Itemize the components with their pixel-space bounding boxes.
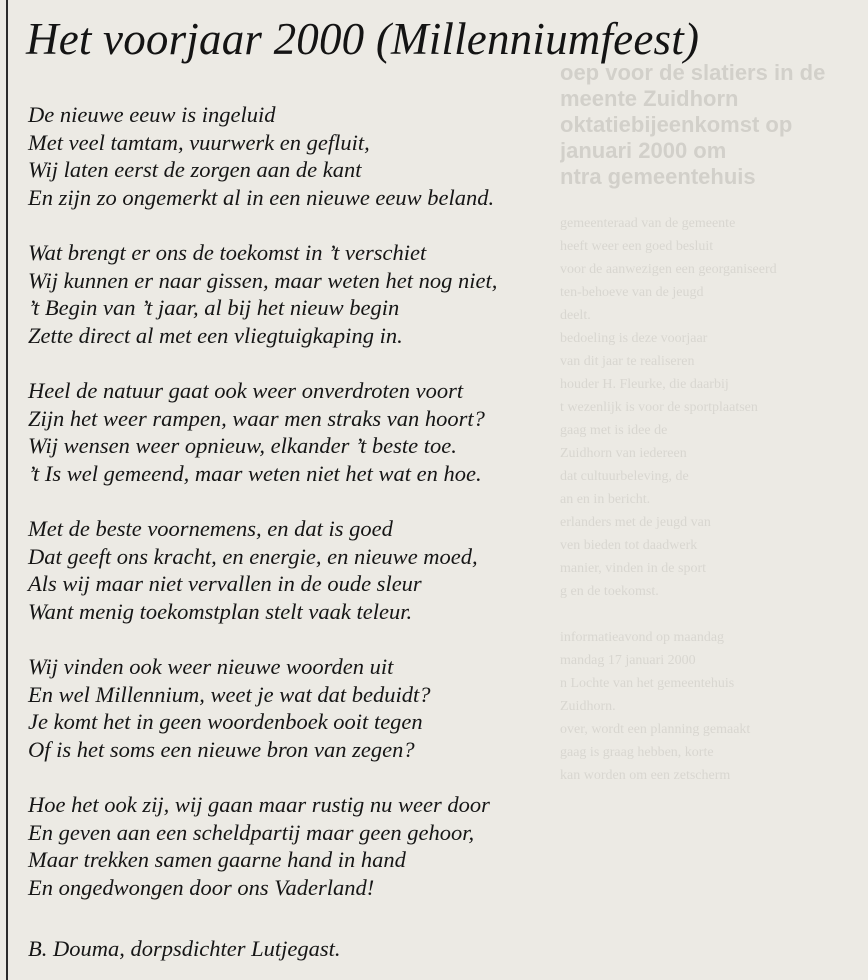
poem-line: Wij wensen weer opnieuw, elkander ’t beste toe. [28, 433, 457, 458]
column-rule [6, 0, 8, 980]
poem-line: Maar trekken samen gaarne hand in hand [28, 847, 406, 872]
poem-line: Je komt het in geen woordenboek ooit tegen [28, 709, 423, 734]
poem-line: Wij laten eerst de zorgen aan de kant [28, 157, 362, 182]
poem-line: Zette direct al met een vliegtuigkaping in. [28, 322, 403, 348]
poem-line: Wij vinden ook weer nieuwe woorden uit [28, 654, 394, 679]
poem-stanza [28, 377, 648, 487]
reverse-side-bleed-through: oep voor de slatiers in de meente Zuidhorn oktatiebijeenkomst op januari 2000 om ntra gemeentehuis gemeenteraad van de gemeente heeft weer een goed besluit voor de aanwezigen een georganiseerd ten-behoeve van de jeugd deelt. bedoeling is deze voorjaar van dit jaar te realiseren houder H. Fleurke, die daarbij t wezenlijk is voor de sportplaatsen gaag met is idee de Zuidhorn van iedereen dat cultuurbeleving, de an en in bericht. erlanders met de jeugd van ven bieden tot daadwerk manier, vinden in de sport g en de toekomst. informatieavond op maandag mandag 17 januari 2000 n Lochte van het gemeentehuis Zuidhorn. over, wordt een planning gemaakt gaag is graag hebben, korte kan worden om een zetscherm [560, 60, 826, 783]
poem-line: En geven aan een scheldpartij maar geen gehoor, [28, 819, 475, 845]
poem-signature: B. Douma, dorpsdichter Lutjegast. [28, 936, 341, 961]
poem-line: Als wij maar niet vervallen in de oude sleur [28, 571, 422, 596]
poem-stanza [28, 101, 648, 211]
poem-line: De nieuwe eeuw is ingeluid [28, 102, 276, 127]
poem-line: Wij kunnen er naar gissen, maar weten het nog niet, [28, 267, 498, 293]
poem-line: Wat brengt er ons de toekomst in ’t verschiet [28, 240, 427, 265]
poem-line: En wel Millennium, weet je wat dat beduidt? [28, 681, 431, 707]
poem-stanza [28, 515, 648, 625]
poem-line: Met de beste voornemens, en dat is goed [28, 516, 393, 541]
poem-line: Met veel tamtam, vuurwerk en gefluit, [28, 129, 370, 155]
poem-stanza [28, 239, 648, 349]
poem-line: En ongedwongen door ons Vaderland! [28, 874, 375, 900]
poem-line: Want menig toekomstplan stelt vaak teleur. [28, 598, 413, 624]
poem-stanza [28, 653, 648, 763]
poem-line: Heel de natuur gaat ook weer onverdroten voort [28, 378, 464, 403]
poem-line: ’t Begin van ’t jaar, al bij het nieuw begin [28, 295, 400, 320]
poem-line: ’t Is wel gemeend, maar weten niet het wat en hoe. [28, 460, 482, 486]
poem-stanza [28, 791, 648, 901]
poem-line: En zijn zo ongemerkt al in een nieuwe eeuw beland. [28, 184, 495, 210]
poem-line: Dat geeft ons kracht, en energie, en nieuwe moed, [28, 543, 478, 569]
poem-body [28, 101, 648, 929]
poem-title: Het voorjaar 2000 (Millenniumfeest) [26, 14, 700, 64]
poem-line: Zijn het weer rampen, waar men straks van hoort? [28, 405, 485, 431]
poem-line: Hoe het ook zij, wij gaan maar rustig nu weer door [28, 792, 490, 817]
poem-line: Of is het soms een nieuwe bron van zegen? [28, 736, 415, 762]
